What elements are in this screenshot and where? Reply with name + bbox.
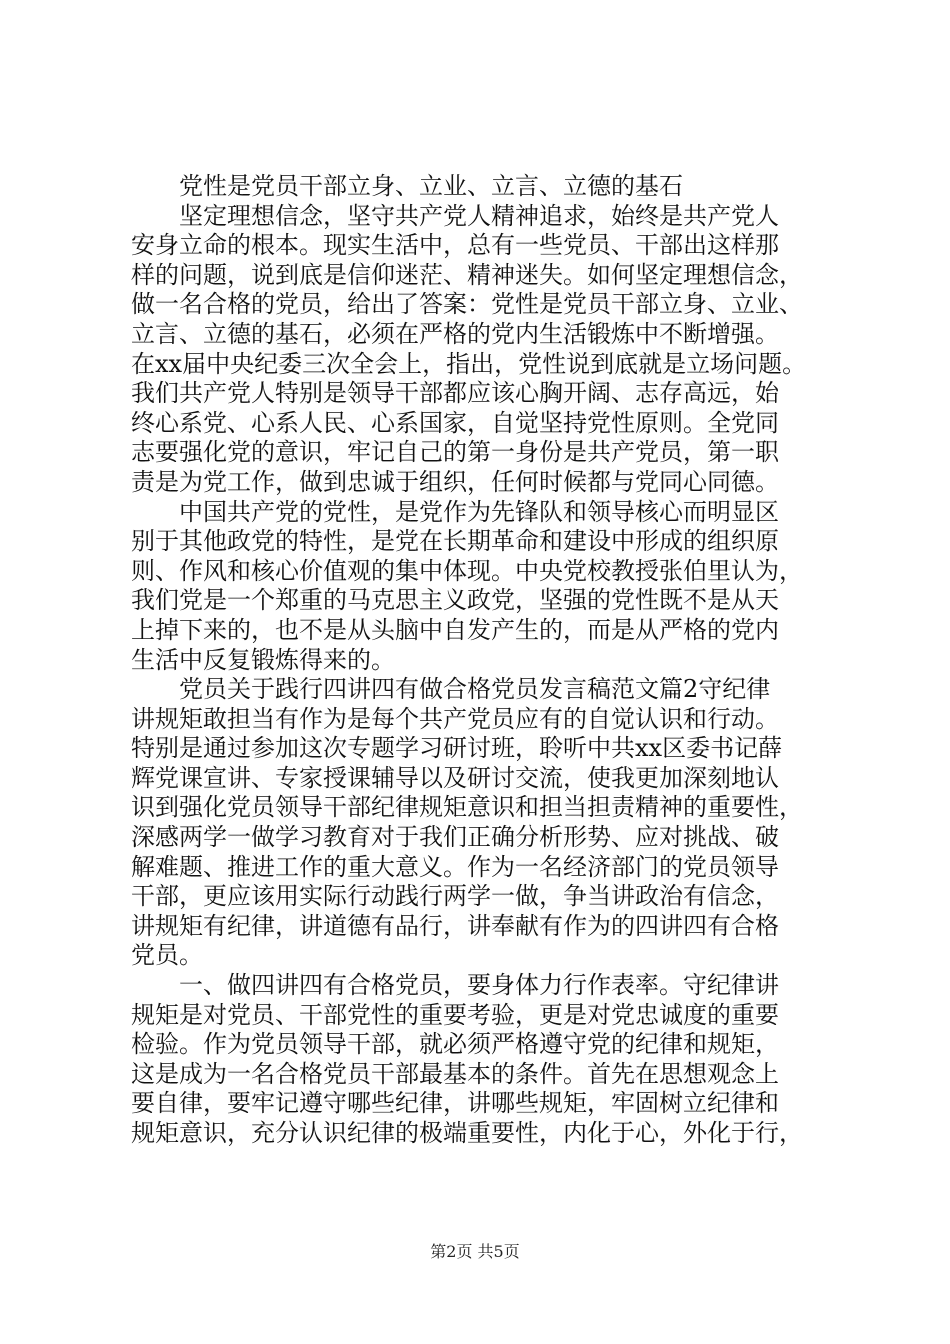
text-line: 生活中反复锻炼得来的。 [131, 645, 395, 674]
text-line: 解难题、推进工作的重大意义。作为一名经济部门的党员领导 [131, 852, 779, 881]
text-line: 要自律，要牢记遵守哪些纪律，讲哪些规矩，牢固树立纪律和 [131, 1089, 779, 1118]
paragraph-first-line: 党性是党员干部立身、立业、立言、立德的基石 [179, 172, 683, 200]
text-line: 样的问题，说到底是信仰迷茫、精神迷失。如何坚定理想信念， [131, 260, 803, 289]
text-line: 这是成为一名合格党员干部最基本的条件。首先在思想观念上 [131, 1059, 779, 1088]
document-body [131, 172, 831, 1149]
text-line: 终心系党、心系人民、心系国家，自觉坚持党性原则。全党同 [131, 408, 779, 437]
text-line: 党员。 [131, 941, 203, 970]
page-footer: 第2页 共5页 [430, 1242, 520, 1261]
text-line: 别于其他政党的特性，是党在长期革命和建设中形成的组织原 [131, 527, 779, 556]
text-line: 特别是通过参加这次专题学习研讨班，聆听中共xx区委书记薛 [131, 734, 783, 763]
text-line: 做一名合格的党员，给出了答案：党性是党员干部立身、立业、 [131, 290, 803, 319]
paragraph-first-line: 中国共产党的党性，是党作为先锋队和领导核心而明显区 [179, 497, 779, 526]
text-line: 规矩意识，充分认识纪律的极端重要性，内化于心，外化于行， [131, 1119, 803, 1147]
paragraph-first-line: 坚定理想信念，坚守共产党人精神追求，始终是共产党人 [179, 201, 779, 230]
paragraph-first-line: 一、做四讲四有合格党员，要身体力行作表率。守纪律讲 [179, 971, 779, 1000]
text-line: 志要强化党的意识，牢记自己的第一身份是共产党员，第一职 [131, 438, 779, 467]
text-line: 立言、立德的基石，必须在严格的党内生活锻炼中不断增强。 [131, 319, 779, 348]
paragraph-first-line: 党员关于践行四讲四有做合格党员发言稿范文篇2守纪律 [179, 675, 771, 704]
text-line: 规矩是对党员、干部党性的重要考验，更是对党忠诚度的重要 [131, 1000, 779, 1029]
text-line: 讲规矩有纪律，讲道德有品行，讲奉献有作为的四讲四有合格 [131, 911, 779, 940]
text-line: 安身立命的根本。现实生活中，总有一些党员、干部出这样那 [131, 231, 779, 260]
text-line: 上掉下来的，也不是从头脑中自发产生的，而是从严格的党内 [131, 615, 779, 644]
text-line: 我们共产党人特别是领导干部都应该心胸开阔、志存高远，始 [131, 379, 779, 408]
text-line: 在xx届中央纪委三次全会上，指出，党性说到底就是立场问题。 [131, 349, 807, 378]
text-line: 我们党是一个郑重的马克思主义政党，坚强的党性既不是从天 [131, 586, 779, 615]
text-line: 则、作风和核心价值观的集中体现。中央党校教授张伯里认为， [131, 556, 803, 585]
text-line: 检验。作为党员领导干部，就必须严格遵守党的纪律和规矩， [131, 1030, 779, 1059]
text-line: 责是为党工作，做到忠诚于组织，任何时候都与党同心同德。 [131, 467, 779, 496]
text-line: 讲规矩敢担当有作为是每个共产党员应有的自觉认识和行动。 [131, 704, 779, 733]
text-line: 深感两学一做学习教育对于我们正确分析形势、应对挑战、破 [131, 823, 779, 852]
text-line: 识到强化党员领导干部纪律规矩意识和担当担责精神的重要性， [131, 793, 803, 822]
text-line: 干部，更应该用实际行动践行两学一做，争当讲政治有信念， [131, 882, 779, 911]
text-line: 辉党课宣讲、专家授课辅导以及研讨交流，使我更加深刻地认 [131, 763, 779, 792]
